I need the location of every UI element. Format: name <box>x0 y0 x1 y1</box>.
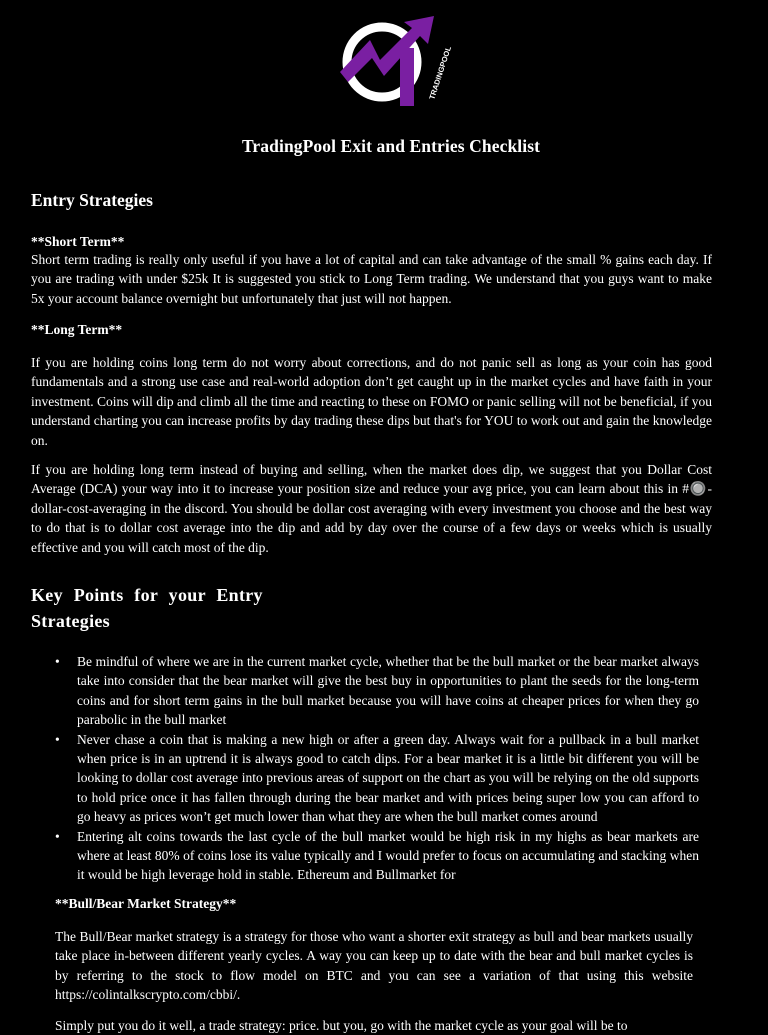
short-term-label: **Short Term** <box>31 234 125 249</box>
key-points-list <box>55 652 699 889</box>
bullet-icon: • <box>55 654 60 669</box>
key-points-heading-line-2: Strategies <box>31 611 110 631</box>
bull-bear-label: **Bull/Bear Market Strategy** <box>55 896 237 911</box>
logo-text: TRADINGPOOL <box>427 45 454 101</box>
document-title: TradingPool Exit and Entries Checklist <box>241 136 541 156</box>
list-item <box>55 730 699 827</box>
tradingpool-logo-icon <box>338 14 454 110</box>
short-term-paragraph: Short term trading is really only useful if you have a lot of capital and can take advantage of the small % gains each day. If you are trading with under $25k It is suggested you stick to Long Term trading. We understand that you guys want to make 5x your account balance overnight but unfortunately that just will not happen. <box>31 252 712 306</box>
list-item-text: Be mindful of where we are in the current market cycle, whether that be the bull market or the bear market always take into consider that the bear market will give the best buy in opportunities to plant the seeds for the long-term coins and for short term gains in the bull market because you will have coins at cheaper prices for when they go parabolic in the bull market <box>77 654 699 728</box>
list-item <box>55 827 699 885</box>
bullet-icon: • <box>55 828 60 844</box>
long-term-paragraph-2: If you are holding long term instead of buying and selling, when the market does dip, we suggest that you Dollar Cost Average (DCA) your way into it to increase your position size and reduce your avg price, you can learn about this in #🔘-dollar-cost-averaging in the discord. You should be dollar cost averaging with every investment you choose and the best way to do that is to dollar cost average into the dip and add by day over the course of a few days or weeks which is usually effective and you will catch most of the dip. <box>31 462 712 555</box>
entry-strategies-heading: Entry Strategies <box>31 190 153 210</box>
list-item-text: Never chase a coin that is making a new high or after a green day. Always wait for a pullback in a bull market when price is in an uptrend it is always good to catch dips. For a bear market it is a little bit different you will be looking to dollar cost average into previous areas of support on the chart as you will be relying on the old supports to hold price once it has fallen through during the bear market and with prices being super low you can afford to go heavy as prices won’t get much lower than what they are when the bull market comes around <box>77 731 699 825</box>
bullet-icon: • <box>55 731 60 747</box>
long-term-label: **Long Term** <box>31 322 123 337</box>
long-term-paragraph-1: If you are holding coins long term do not worry about corrections, and do not panic sell as long as your coin has good fundamentals and a strong use case and real-world adoption don’t get caught up in the market cycles and have faith in your investment. Coins will dip and climb all the time and reacting to these on FOMO or panic selling will not be beneficial, if you understand charting you can increase profits by day trading these dips but that's for YOU to work out and gain the knowledge on. <box>31 355 712 448</box>
bull-bear-next-paragraph: Simply put you do it well, a trade strategy: price. but you, go with the market cycle as your goal will be to <box>55 1018 628 1033</box>
key-points-heading <box>31 582 263 634</box>
bull-bear-paragraph: The Bull/Bear market strategy is a strategy for those who want a shorter exit strategy as bull and bear markets usually take place in-between different yearly cycles. A way you can keep up to date with the bear and bull market cycles is by referring to the stock to flow model on BTC and you can see a variation of that using this website https://colintalkscrypto.com/cbbi/. <box>55 929 693 1003</box>
list-item <box>55 652 699 730</box>
list-item-text: Entering alt coins towards the last cycle of the bull market would be high risk in my highs as bear markets are where at least 80% of coins lose its value typically and I would prefer to focus on accumulating and stacking when it would be high leverage hold in stable. Ethereum and Bullmarket for <box>77 828 699 883</box>
key-points-heading-line-1: Key Points for your Entry <box>31 585 263 605</box>
